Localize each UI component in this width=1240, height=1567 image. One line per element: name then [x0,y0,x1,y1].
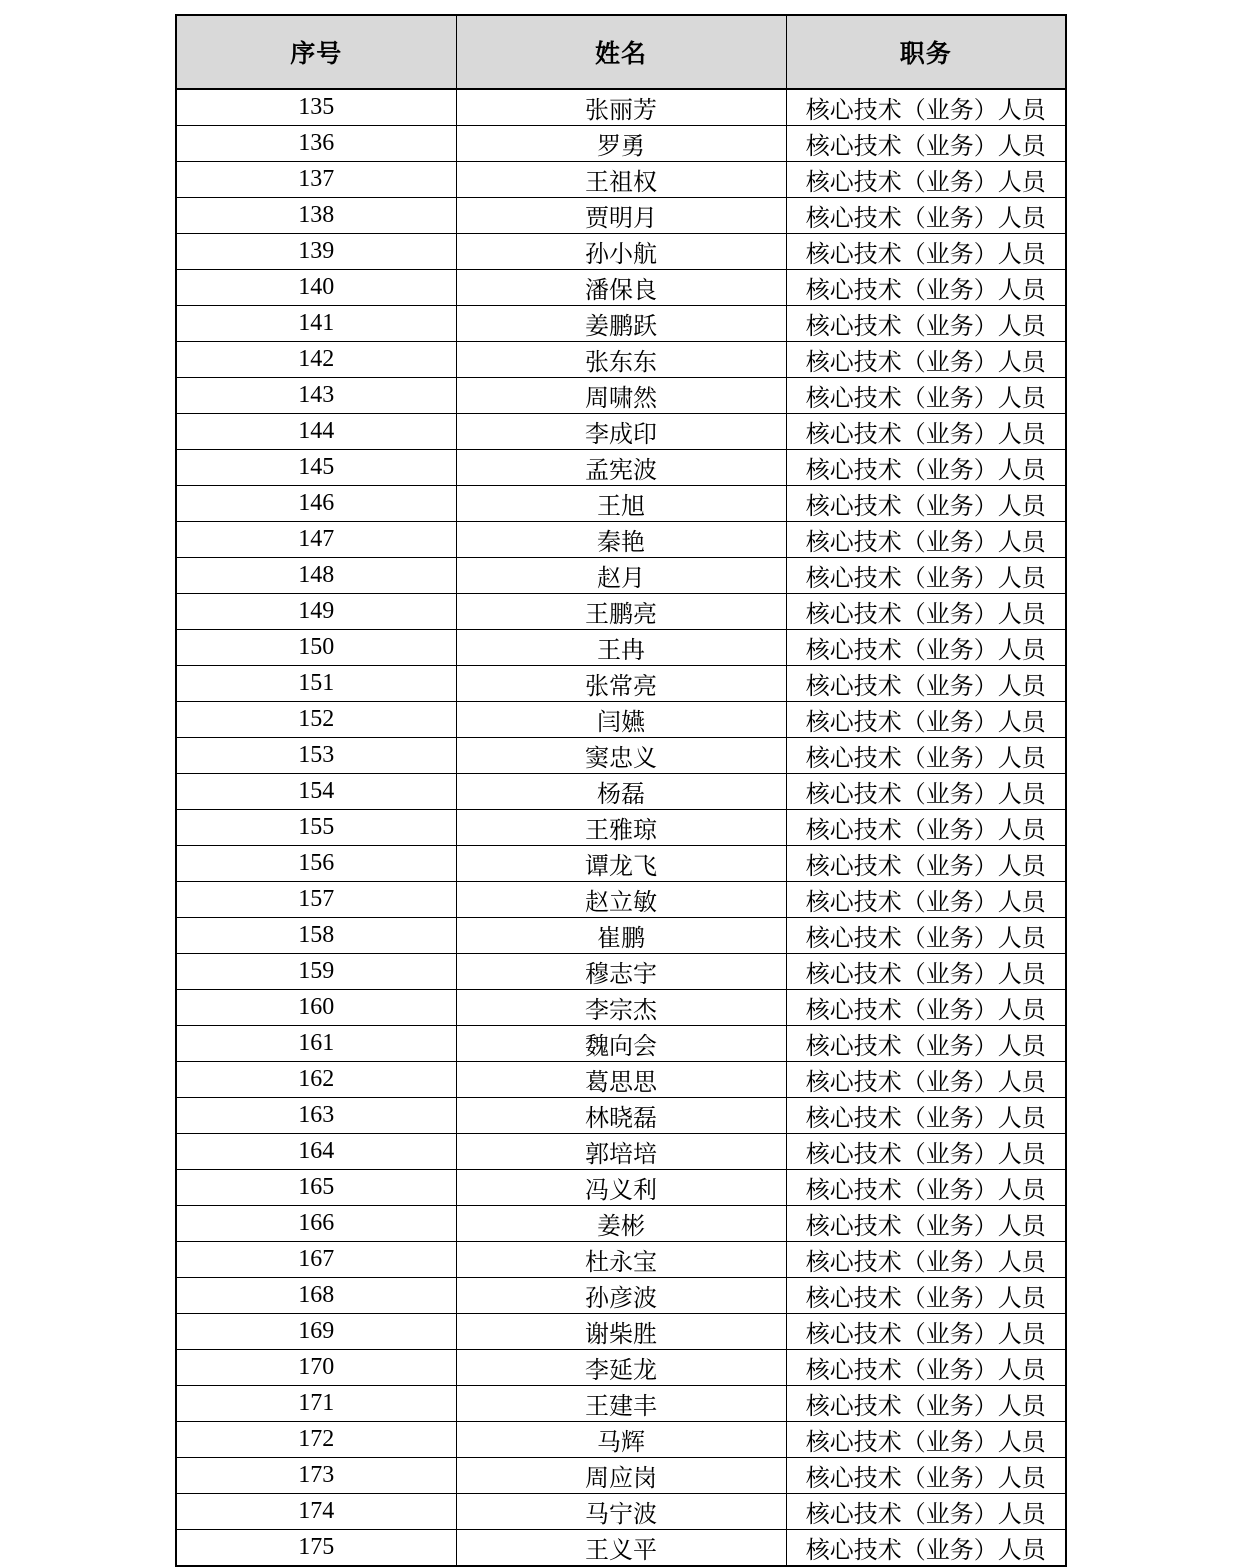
cell-position: 核心技术（业务）人员 [786,594,1066,630]
table-row [176,1314,1066,1350]
table-row [176,486,1066,522]
cell-serial-number: 137 [176,162,456,198]
cell-position: 核心技术（业务）人员 [786,558,1066,594]
cell-serial-number: 161 [176,1026,456,1062]
cell-serial-number: 160 [176,990,456,1026]
cell-serial-number: 159 [176,954,456,990]
table-row [176,918,1066,954]
cell-name: 王建丰 [456,1386,786,1422]
cell-name: 张东东 [456,342,786,378]
cell-serial-number: 175 [176,1530,456,1567]
table-row [176,630,1066,666]
table-row [176,270,1066,306]
cell-name: 魏向会 [456,1026,786,1062]
cell-name: 赵立敏 [456,882,786,918]
table-row [176,126,1066,162]
cell-serial-number: 173 [176,1458,456,1494]
column-header-name: 姓名 [456,15,786,89]
table-row [176,450,1066,486]
table-row [176,1098,1066,1134]
cell-name: 孙彦波 [456,1278,786,1314]
cell-name: 周啸然 [456,378,786,414]
cell-name: 马宁波 [456,1494,786,1530]
cell-name: 谢柴胜 [456,1314,786,1350]
table-body [176,89,1066,1566]
table-row [176,954,1066,990]
table-row [176,810,1066,846]
cell-serial-number: 157 [176,882,456,918]
cell-name: 王鹏亮 [456,594,786,630]
cell-serial-number: 158 [176,918,456,954]
cell-position: 核心技术（业务）人员 [786,1134,1066,1170]
cell-name: 贾明月 [456,198,786,234]
cell-position: 核心技术（业务）人员 [786,738,1066,774]
cell-serial-number: 167 [176,1242,456,1278]
cell-name: 潘保良 [456,270,786,306]
cell-name: 杜永宝 [456,1242,786,1278]
table-row [176,990,1066,1026]
cell-position: 核心技术（业务）人员 [786,630,1066,666]
cell-serial-number: 166 [176,1206,456,1242]
cell-name: 赵月 [456,558,786,594]
header-row [176,15,1066,89]
table-row [176,594,1066,630]
cell-name: 马辉 [456,1422,786,1458]
table-row [176,1206,1066,1242]
cell-name: 李延龙 [456,1350,786,1386]
cell-serial-number: 146 [176,486,456,522]
cell-serial-number: 148 [176,558,456,594]
cell-name: 穆志宇 [456,954,786,990]
table-row [176,1530,1066,1567]
cell-serial-number: 138 [176,198,456,234]
cell-position: 核心技术（业务）人员 [786,1422,1066,1458]
cell-serial-number: 139 [176,234,456,270]
cell-serial-number: 147 [176,522,456,558]
cell-serial-number: 168 [176,1278,456,1314]
cell-serial-number: 155 [176,810,456,846]
table-row [176,522,1066,558]
table-row [176,378,1066,414]
cell-serial-number: 143 [176,378,456,414]
cell-position: 核心技术（业务）人员 [786,990,1066,1026]
cell-name: 葛思思 [456,1062,786,1098]
table-row [176,1350,1066,1386]
cell-name: 王义平 [456,1530,786,1567]
cell-position: 核心技术（业务）人员 [786,1206,1066,1242]
cell-serial-number: 156 [176,846,456,882]
cell-position: 核心技术（业务）人员 [786,846,1066,882]
personnel-table [175,14,1067,1567]
cell-serial-number: 142 [176,342,456,378]
table-row [176,306,1066,342]
cell-name: 王雅琼 [456,810,786,846]
cell-name: 崔鹏 [456,918,786,954]
cell-position: 核心技术（业务）人员 [786,1458,1066,1494]
cell-position: 核心技术（业务）人员 [786,306,1066,342]
cell-position: 核心技术（业务）人员 [786,234,1066,270]
table-row [176,198,1066,234]
cell-position: 核心技术（业务）人员 [786,1530,1066,1567]
cell-serial-number: 163 [176,1098,456,1134]
cell-position: 核心技术（业务）人员 [786,1242,1066,1278]
cell-name: 孙小航 [456,234,786,270]
table-row [176,414,1066,450]
table-row [176,774,1066,810]
cell-position: 核心技术（业务）人员 [786,126,1066,162]
column-header-number: 序号 [176,15,456,89]
cell-name: 杨磊 [456,774,786,810]
cell-position: 核心技术（业务）人员 [786,378,1066,414]
cell-position: 核心技术（业务）人员 [786,450,1066,486]
cell-position: 核心技术（业务）人员 [786,1278,1066,1314]
table-header [176,15,1066,89]
cell-position: 核心技术（业务）人员 [786,1350,1066,1386]
cell-serial-number: 153 [176,738,456,774]
cell-name: 谭龙飞 [456,846,786,882]
table-row [176,1494,1066,1530]
table-row [176,1242,1066,1278]
cell-position: 核心技术（业务）人员 [786,522,1066,558]
table-row [176,882,1066,918]
cell-position: 核心技术（业务）人员 [786,1026,1066,1062]
cell-position: 核心技术（业务）人员 [786,702,1066,738]
cell-serial-number: 169 [176,1314,456,1350]
cell-serial-number: 170 [176,1350,456,1386]
cell-position: 核心技术（业务）人员 [786,162,1066,198]
cell-name: 姜鹏跃 [456,306,786,342]
cell-name: 王冉 [456,630,786,666]
table-row [176,1278,1066,1314]
cell-serial-number: 145 [176,450,456,486]
cell-position: 核心技术（业务）人员 [786,198,1066,234]
table-row [176,1062,1066,1098]
table-row [176,1422,1066,1458]
table-row [176,1026,1066,1062]
table-row [176,558,1066,594]
cell-serial-number: 140 [176,270,456,306]
table-row [176,1386,1066,1422]
cell-position: 核心技术（业务）人员 [786,882,1066,918]
column-header-title: 职务 [786,15,1066,89]
table-row [176,234,1066,270]
table-row [176,738,1066,774]
cell-name: 孟宪波 [456,450,786,486]
cell-serial-number: 162 [176,1062,456,1098]
cell-name: 冯义利 [456,1170,786,1206]
cell-position: 核心技术（业务）人员 [786,89,1066,126]
cell-name: 李宗杰 [456,990,786,1026]
table-row [176,846,1066,882]
cell-name: 张丽芳 [456,89,786,126]
cell-position: 核心技术（业务）人员 [786,1170,1066,1206]
cell-position: 核心技术（业务）人员 [786,1098,1066,1134]
cell-position: 核心技术（业务）人员 [786,486,1066,522]
cell-name: 林晓磊 [456,1098,786,1134]
cell-serial-number: 165 [176,1170,456,1206]
cell-name: 李成印 [456,414,786,450]
cell-name: 郭培培 [456,1134,786,1170]
cell-name: 王祖权 [456,162,786,198]
cell-serial-number: 141 [176,306,456,342]
cell-serial-number: 172 [176,1422,456,1458]
cell-serial-number: 149 [176,594,456,630]
cell-name: 闫嬿 [456,702,786,738]
cell-name: 窦忠义 [456,738,786,774]
cell-position: 核心技术（业务）人员 [786,342,1066,378]
cell-name: 秦艳 [456,522,786,558]
cell-serial-number: 150 [176,630,456,666]
cell-position: 核心技术（业务）人员 [786,1494,1066,1530]
cell-name: 王旭 [456,486,786,522]
cell-serial-number: 144 [176,414,456,450]
cell-position: 核心技术（业务）人员 [786,918,1066,954]
table-row [176,702,1066,738]
cell-name: 张常亮 [456,666,786,702]
cell-serial-number: 151 [176,666,456,702]
cell-position: 核心技术（业务）人员 [786,1062,1066,1098]
cell-serial-number: 135 [176,89,456,126]
cell-position: 核心技术（业务）人员 [786,1314,1066,1350]
cell-position: 核心技术（业务）人员 [786,774,1066,810]
table-row [176,342,1066,378]
cell-position: 核心技术（业务）人员 [786,666,1066,702]
cell-position: 核心技术（业务）人员 [786,954,1066,990]
table-row [176,1170,1066,1206]
cell-name: 罗勇 [456,126,786,162]
cell-position: 核心技术（业务）人员 [786,270,1066,306]
table-row [176,1134,1066,1170]
table-row [176,89,1066,126]
cell-position: 核心技术（业务）人员 [786,414,1066,450]
cell-serial-number: 154 [176,774,456,810]
table-row [176,162,1066,198]
cell-name: 周应岗 [456,1458,786,1494]
cell-serial-number: 164 [176,1134,456,1170]
cell-position: 核心技术（业务）人员 [786,810,1066,846]
cell-serial-number: 152 [176,702,456,738]
table-row [176,1458,1066,1494]
cell-serial-number: 136 [176,126,456,162]
cell-name: 姜彬 [456,1206,786,1242]
table-row [176,666,1066,702]
cell-serial-number: 174 [176,1494,456,1530]
cell-serial-number: 171 [176,1386,456,1422]
cell-position: 核心技术（业务）人员 [786,1386,1066,1422]
